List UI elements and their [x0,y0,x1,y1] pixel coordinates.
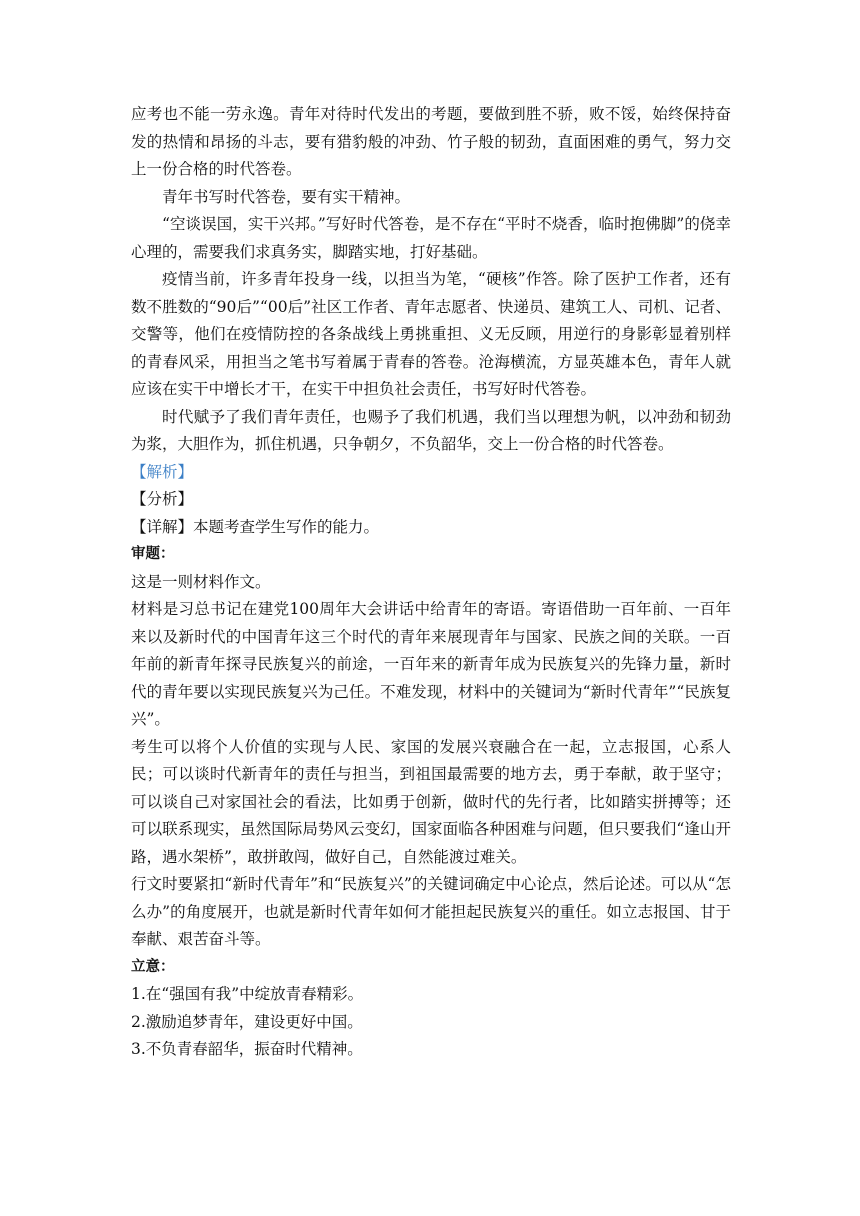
essay-paragraph: “空谈误国，实干兴邦。”写好时代答卷，是不存在“平时不烧香，临时抱佛脚”的侥幸心理的，需要我们求真务实，脚踏实地，打好基础。 [131,215,731,261]
essay-paragraph: 疫情当前，许多青年投身一线，以担当为笔，“硬核”作答。除了医护工作者，还有数不胜数的“90后”“00后”社区工作者、青年志愿者、快递员、建筑工人、司机、记者、交警等，他们在疫情防控的各条战线上勇挑重担、义无反顾，用逆行的身影彰显着别样的青春风采，用担当之笔书写着属于青春的答卷。沧海横流，方显英雄本色，青年人就应该在实干中增长才干，在实干中担负社会责任，书写好时代答卷。 [131,270,731,398]
essay-paragraph: 时代赋予了我们青年责任，也赐予了我们机遇，我们当以理想为帆，以冲劲和韧劲为浆，大胆作为，抓住机遇，只争朝夕，不负韶华，交上一份合格的时代答卷。 [131,407,731,453]
analysis-paragraph: 行文时要紧扣“新时代青年”和“民族复兴”的关键词确定中心论点，然后论述。可以从“怎么办”的角度展开，也就是新时代青年如何才能担起民族复兴的重任。如立志报国、甘于奉献、艰苦奋斗等。 [131,875,731,948]
jiexi-label: 【解析】 [131,462,194,481]
essay-paragraph: 应考也不能一劳永逸。青年对待时代发出的考题，要做到胜不骄，败不馁，始终保持奋发的热情和昂扬的斗志，要有猎豹般的冲劲、竹子般的韧劲，直面困难的勇气，努力交上一份合格的时代答卷。 [131,105,731,178]
idea-item: 2.激励追梦青年，建设更好中国。 [131,1012,363,1031]
idea-item: 1.在“强国有我”中绽放青春精彩。 [131,985,364,1003]
detail-text: 本题考查学生写作的能力。 [193,517,380,536]
document-page [131,101,731,1064]
fenxi-label: 【分析】 [131,490,194,508]
shenti-heading: 审题： [131,546,175,562]
essay-paragraph: 青年书写时代答卷，要有实干精神。 [162,187,411,206]
analysis-paragraph: 这是一则材料作文。 [131,572,271,591]
analysis-paragraph: 考生可以将个人价值的实现与人民、家国的发展兴衰融合在一起，立志报国，心系人民；可以谈时代新青年的责任与担当，到祖国最需要的地方去，勇于奉献，敢于坚守；可以谈自己对家国社会的看法，比如勇于创新，做时代的先行者，比如踏实拼搏等；还可以联系现实，虽然国际局势风云变幻，国家面临各种困难与问题，但只要我们“逢山开路，遇水架桥”，敢拼敢闯，做好自己，自然能渡过难关。 [131,737,731,866]
analysis-paragraph: 材料是习总书记在建党100周年大会讲话中给青年的寄语。寄语借助一百年前、一百年来以及新时代的中国青年这三个时代的青年来展现青年与国家、民族之间的关联。一百年前的新青年探寻民族复兴的前途，一百年来的新青年成为民族复兴的先锋力量，新时代的青年要以实现民族复兴为己任。不难发现，材料中的关键词为“新时代青年”“民族复兴”。 [131,600,731,728]
liyi-heading: 立意： [131,958,175,975]
idea-item: 3.不负青春韶华，振奋时代精神。 [131,1040,363,1058]
detail-label: 【详解】 [131,517,194,536]
detail-line [131,514,731,542]
